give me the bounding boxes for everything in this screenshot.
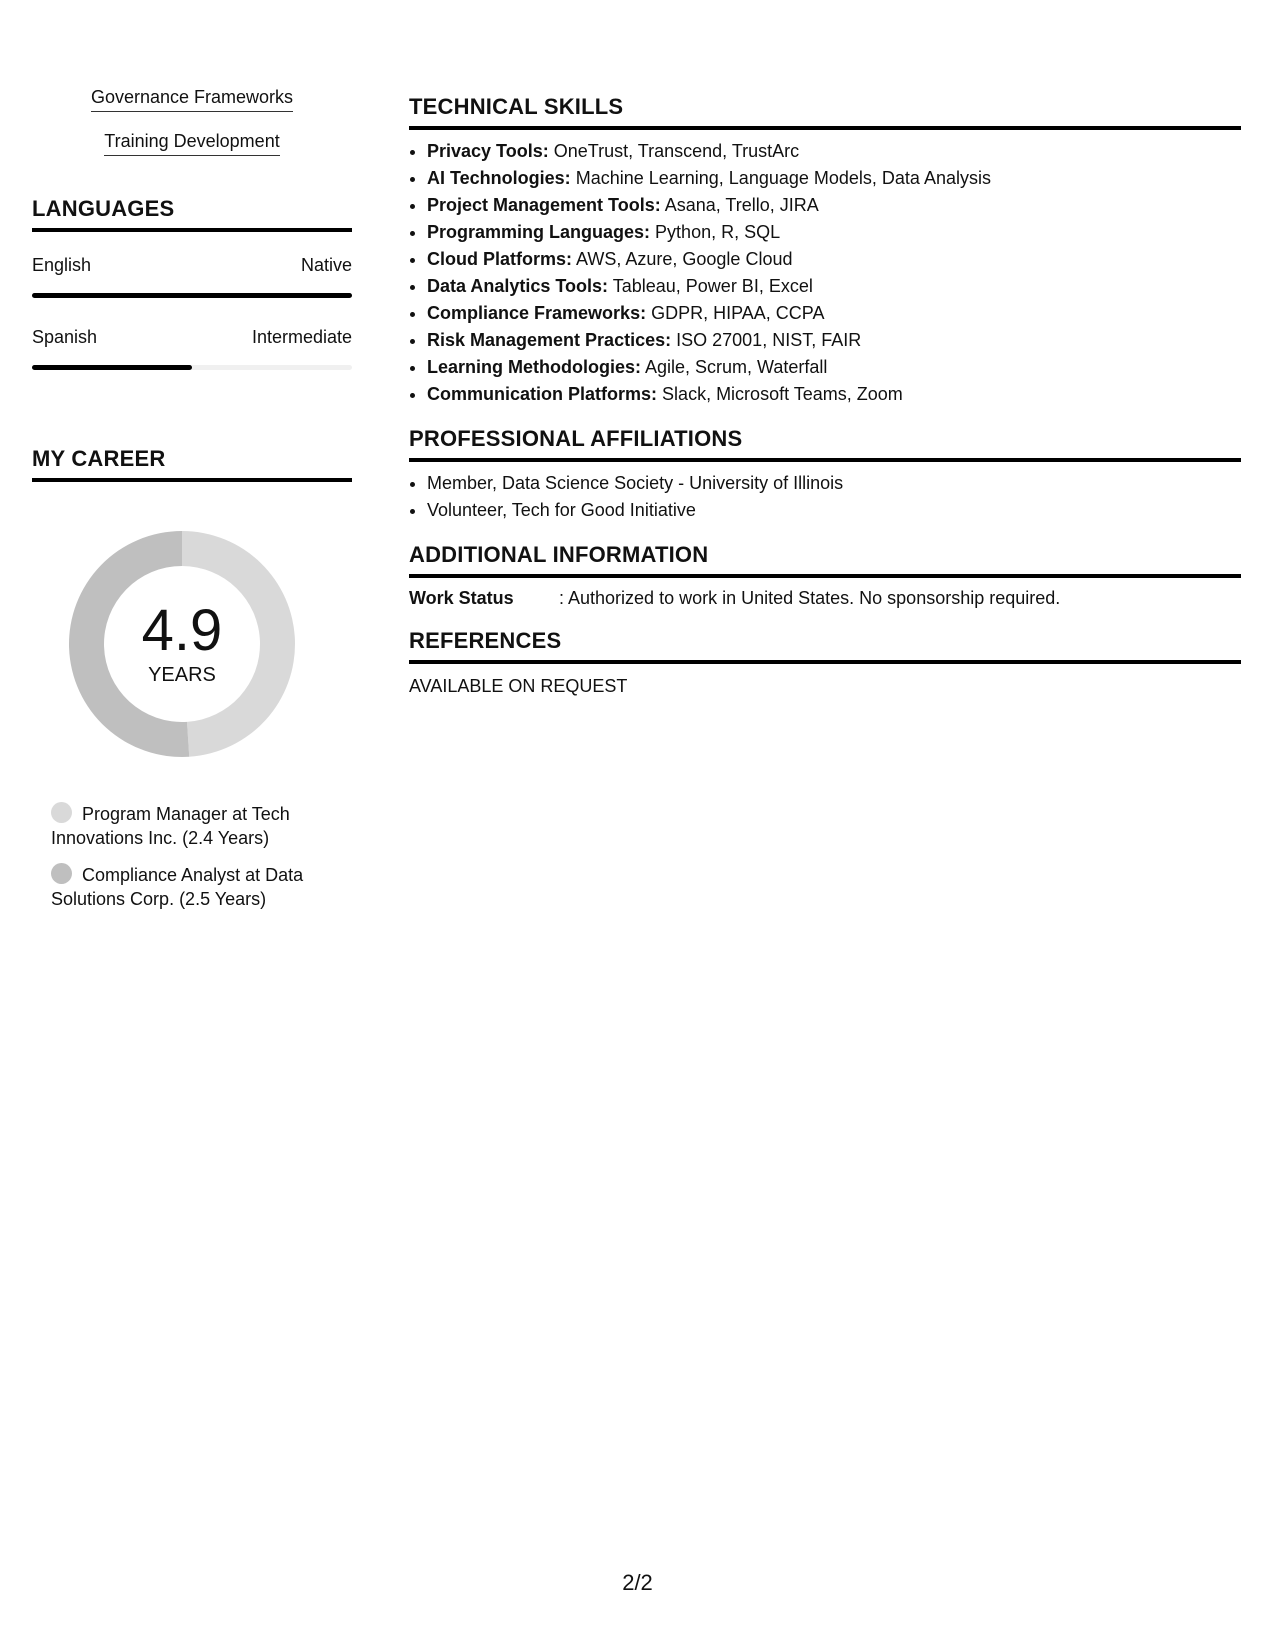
- career-title: MY CAREER: [32, 446, 352, 482]
- career-legend-label: Program Manager at Tech Innovations Inc. (2.4 Years): [51, 804, 290, 848]
- skill-label: Learning Methodologies:: [427, 357, 641, 377]
- page-number: 2/2: [622, 1570, 653, 1595]
- career-section: [32, 446, 352, 911]
- language-proficiency-bar: [32, 365, 352, 370]
- language-proficiency-fill: [32, 365, 192, 370]
- list-item: [427, 138, 1241, 165]
- legend-dot-icon: [51, 802, 72, 823]
- list-item: [427, 354, 1241, 381]
- list-item: • Volunteer, Tech for Good Initiative: [427, 497, 1241, 524]
- list-item: [427, 192, 1241, 219]
- skill-label: AI Technologies:: [427, 168, 571, 188]
- skill-value: GDPR, HIPAA, CCPA: [651, 303, 825, 323]
- left-column: [32, 86, 352, 924]
- work-status-row: [409, 586, 1241, 610]
- language-name: Spanish: [32, 327, 98, 347]
- list-item: [427, 273, 1241, 300]
- skill-value: Machine Learning, Language Models, Data Analysis: [575, 168, 991, 188]
- languages-section: [32, 196, 352, 370]
- career-donut: [62, 524, 302, 764]
- list-item: [427, 381, 1241, 408]
- skill-value: Python, R, SQL: [655, 222, 781, 242]
- skill-label: Data Analytics Tools:: [427, 276, 609, 296]
- work-status-value: : Authorized to work in United States. No sponsorship required.: [559, 588, 1061, 608]
- career-legend-item: [51, 802, 341, 850]
- references-title: REFERENCES: [409, 628, 1241, 664]
- list-item: [427, 327, 1241, 354]
- skill-tag: Governance Frameworks: [91, 86, 293, 112]
- legend-dot-icon: [51, 863, 72, 884]
- language-item: [32, 254, 352, 298]
- affiliations-list: [409, 470, 1241, 524]
- skill-value: ISO 27001, NIST, FAIR: [676, 330, 862, 350]
- career-unit: YEARS: [148, 664, 216, 686]
- technical-skills-section: [409, 94, 1241, 408]
- skill-label: Cloud Platforms:: [427, 249, 573, 269]
- language-proficiency-bar: [32, 293, 352, 298]
- skill-value: OneTrust, Transcend, TrustArc: [553, 141, 800, 161]
- career-legend-item: [51, 863, 341, 911]
- references-text: AVAILABLE ON REQUEST: [409, 676, 628, 696]
- affiliations-title: PROFESSIONAL AFFILIATIONS: [409, 426, 1241, 462]
- skill-value: Agile, Scrum, Waterfall: [645, 357, 828, 377]
- skill-value: Slack, Microsoft Teams, Zoom: [662, 384, 903, 404]
- skill-tags: [32, 86, 352, 174]
- language-level: Intermediate: [251, 327, 352, 347]
- skill-label: Project Management Tools:: [427, 195, 661, 215]
- language-level: Native: [300, 255, 352, 275]
- right-column: [409, 94, 1241, 716]
- skill-tag: Training Development: [104, 130, 279, 156]
- list-item: [427, 165, 1241, 192]
- affiliations-section: [409, 426, 1241, 524]
- list-item: [427, 300, 1241, 327]
- references-section: [409, 628, 1241, 698]
- skill-value: Tableau, Power BI, Excel: [612, 276, 813, 296]
- technical-skills-title: TECHNICAL SKILLS: [409, 94, 1241, 130]
- list-item: [427, 219, 1241, 246]
- career-legend: [32, 802, 352, 911]
- list-item: • Member, Data Science Society - University of Illinois: [427, 470, 1241, 497]
- additional-info-title: ADDITIONAL INFORMATION: [409, 542, 1241, 578]
- skill-label: Privacy Tools:: [427, 141, 549, 161]
- language-item: [32, 326, 352, 370]
- skill-value: Asana, Trello, JIRA: [664, 195, 819, 215]
- list-item: [427, 246, 1241, 273]
- work-status-label: Work Status: [409, 588, 514, 608]
- languages-title: LANGUAGES: [32, 196, 352, 232]
- language-name: English: [32, 255, 92, 275]
- language-proficiency-fill: [32, 293, 352, 298]
- additional-info-section: [409, 542, 1241, 610]
- skill-label: Communication Platforms:: [427, 384, 658, 404]
- technical-skills-list: [409, 138, 1241, 408]
- skill-label: Risk Management Practices:: [427, 330, 672, 350]
- skill-value: AWS, Azure, Google Cloud: [576, 249, 793, 269]
- skill-label: Programming Languages:: [427, 222, 651, 242]
- career-total: 4.9: [141, 598, 223, 663]
- skill-label: Compliance Frameworks:: [427, 303, 647, 323]
- career-legend-label: Compliance Analyst at Data Solutions Corp. (2.5 Years): [51, 865, 304, 909]
